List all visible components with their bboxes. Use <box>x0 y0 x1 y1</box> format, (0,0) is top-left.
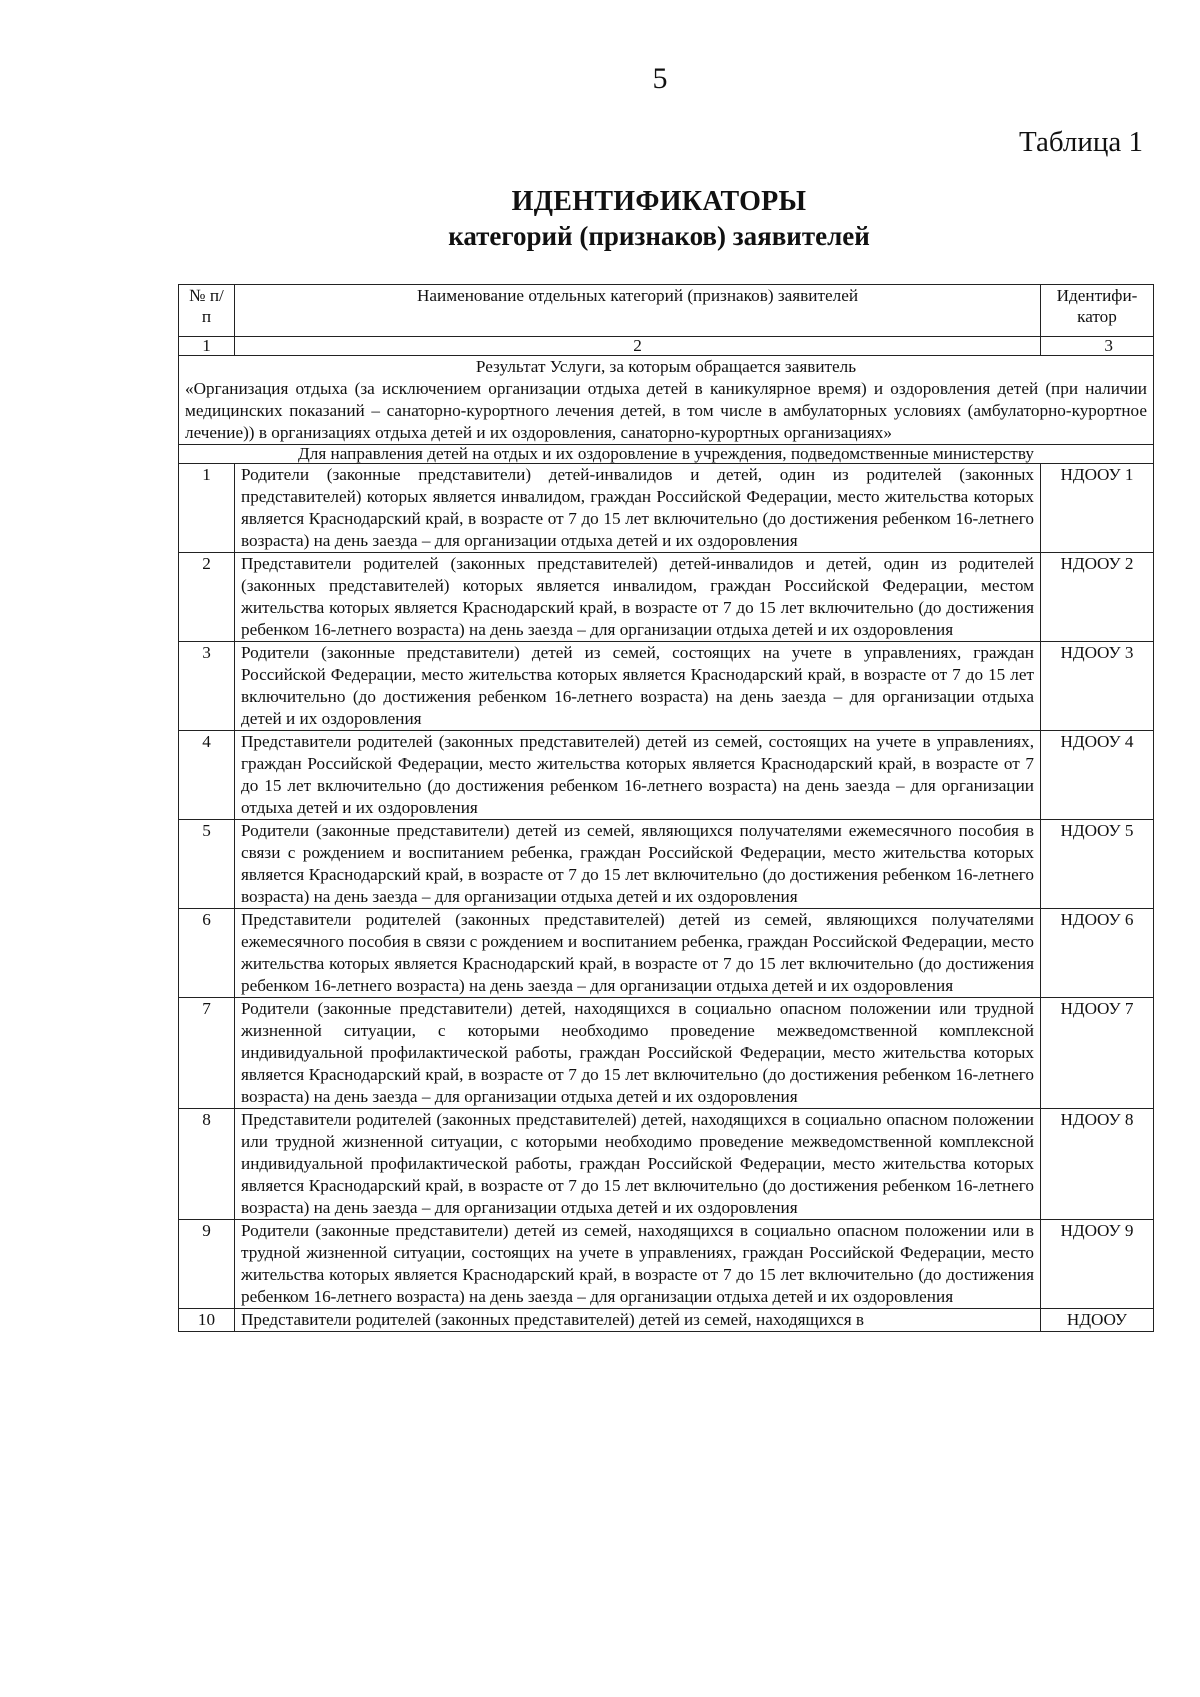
row-category-text: Родители (законные представители) детей-инвалидов и детей, один из родителей (законных представителей) которых является инвалидом, граждан Российской Федерации, место жительства которых является Краснодарский край, в возрасте от 7 до 15 лет включительно (до достижения ребенком 16-летнего возраста) на день заезда – для организации отдыха детей и их оздоровления <box>235 464 1041 553</box>
row-number: 5 <box>179 820 235 909</box>
row-category-text: Родители (законные представители) детей, находящихся в социально опасном положении или трудной жизненной ситуации, с которыми необходимо проведение межведомственной комплексной индивидуальной профилактической работы, граждан Российской Федерации, место жительства которых является Краснодарский край, в возрасте от 7 до 15 лет включительно (до достижения ребенком 16-летнего возраста) на день заезда – для организации отдыха детей и их оздоровления <box>235 998 1041 1109</box>
row-identifier: НДООУ 8 <box>1041 1109 1154 1220</box>
table-row <box>179 1109 1154 1220</box>
table-row <box>179 820 1154 909</box>
row-category-text: Представители родителей (законных представителей) детей-инвалидов и детей, один из родителей (законных представителей) которых является инвалидом, граждан Российской Федерации, местом жительства которых является Краснодарский край, в возрасте от 7 до 15 лет включительно (до достижения ребенком 16-летнего возраста) на день заезда – для организации отдыха детей и их оздоровления <box>235 553 1041 642</box>
table-row <box>179 553 1154 642</box>
row-identifier: НДООУ 1 <box>1041 464 1154 553</box>
row-number: 4 <box>179 731 235 820</box>
row-identifier: НДООУ <box>1041 1309 1154 1332</box>
row-identifier: НДООУ 6 <box>1041 909 1154 998</box>
column-number: 3 <box>1041 337 1154 356</box>
table-row <box>179 998 1154 1109</box>
row-number: 2 <box>179 553 235 642</box>
row-category-text: Родители (законные представители) детей из семей, являющихся получателями ежемесячного пособия в связи с рождением и воспитанием ребенка, граждан Российской Федерации, место жительства которых является Краснодарский край, в возрасте от 7 до 15 лет включительно (до достижения ребенком 16-летнего возраста) на день заезда – для организации отдыха детей и их оздоровления <box>235 820 1041 909</box>
service-result-label: Результат Услуги, за которым обращается заявитель <box>475 357 857 376</box>
row-number: 6 <box>179 909 235 998</box>
row-category-text: Представители родителей (законных представителей) детей, находящихся в социально опасном положении или трудной жизненной ситуации, с которыми необходимо проведение межведомственной комплексной индивидуальной профилактической работы, граждан Российской Федерации, место жительства которых является Краснодарский край, в возрасте от 7 до 15 лет включительно (до достижения ребенком 16-летнего возраста) на день заезда – для организации отдыха детей и их оздоровления <box>235 1109 1041 1220</box>
row-identifier: НДООУ 3 <box>1041 642 1154 731</box>
table-row <box>179 642 1154 731</box>
service-block <box>179 356 1154 445</box>
row-category-text: Родители (законные представители) детей из семей, находящихся в социально опасном положении или в трудной жизненной ситуации, состоящих на учете в управлениях, граждан Российской Федерации, место жительства которых является Краснодарский край, в возрасте от 7 до 15 лет включительно (до достижения ребенком 16-летнего возраста) на день заезда – для организации отдыха детей и их оздоровления <box>235 1220 1041 1309</box>
row-number: 10 <box>179 1309 235 1332</box>
table-row <box>179 731 1154 820</box>
section-header-row <box>179 445 1154 464</box>
row-number: 1 <box>179 464 235 553</box>
identifiers-table <box>178 284 1154 1332</box>
document-subtitle: категорий (признаков) заявителей <box>448 221 870 251</box>
section-header: Для направления детей на отдых и их оздоровление в учреждения, подведомственные министерству <box>179 445 1154 464</box>
document-title: ИДЕНТИФИКАТОРЫ <box>511 186 807 217</box>
table-row <box>179 464 1154 553</box>
table-header-row <box>179 285 1154 337</box>
row-category-text: Представители родителей (законных представителей) детей из семей, являющихся получателями ежемесячного пособия в связи с рождением и воспитанием ребенка, граждан Российской Федерации, место жительства которых является Краснодарский край, в возрасте от 7 до 15 лет включительно (до достижения ребенком 16-летнего возраста) на день заезда – для организации отдыха детей и их оздоровления <box>235 909 1041 998</box>
table-caption: Таблица 1 <box>1018 126 1143 158</box>
service-description: «Организация отдыха (за исключением организации отдыха детей в каникулярное время) и оздоровления детей (при наличии медицинских показаний – санаторно-курортного лечения детей, в том числе в амбулаторных условиях (амбулаторно-курортное лечение)) в организациях отдыха детей и их оздоровления, санаторно-курортных организациях» <box>185 379 1147 442</box>
column-number: 1 <box>179 337 235 356</box>
row-category-text: Представители родителей (законных представителей) детей из семей, находящихся в <box>235 1309 1041 1332</box>
row-number: 7 <box>179 998 235 1109</box>
header-num: № п/п <box>179 285 235 337</box>
row-category-text: Представители родителей (законных представителей) детей из семей, состоящих на учете в управлениях, граждан Российской Федерации, место жительства которых является Краснодарский край, в возрасте от 7 до 15 лет включительно (до достижения ребенком 16-летнего возраста) на день заезда – для организации отдыха детей и их оздоровления <box>235 731 1041 820</box>
row-number: 3 <box>179 642 235 731</box>
row-number: 8 <box>179 1109 235 1220</box>
table-row <box>179 1309 1154 1332</box>
row-category-text: Родители (законные представители) детей из семей, состоящих на учете в управлениях, граждан Российской Федерации, место жительства которых является Краснодарский край, в возрасте от 7 до 15 лет включительно (до достижения ребенком 16-летнего возраста) на день заезда – для организации отдыха детей и их оздоровления <box>235 642 1041 731</box>
page-number: 5 <box>652 62 668 95</box>
row-identifier: НДООУ 7 <box>1041 998 1154 1109</box>
row-identifier: НДООУ 9 <box>1041 1220 1154 1309</box>
row-number: 9 <box>179 1220 235 1309</box>
header-id: Идентифи-катор <box>1041 285 1154 337</box>
row-identifier: НДООУ 2 <box>1041 553 1154 642</box>
service-block-row <box>179 356 1154 445</box>
column-number: 2 <box>235 337 1041 356</box>
table-row <box>179 1220 1154 1309</box>
column-number-row <box>179 337 1154 356</box>
row-identifier: НДООУ 5 <box>1041 820 1154 909</box>
row-identifier: НДООУ 4 <box>1041 731 1154 820</box>
header-name: Наименование отдельных категорий (признаков) заявителей <box>235 285 1041 337</box>
table-row <box>179 909 1154 998</box>
